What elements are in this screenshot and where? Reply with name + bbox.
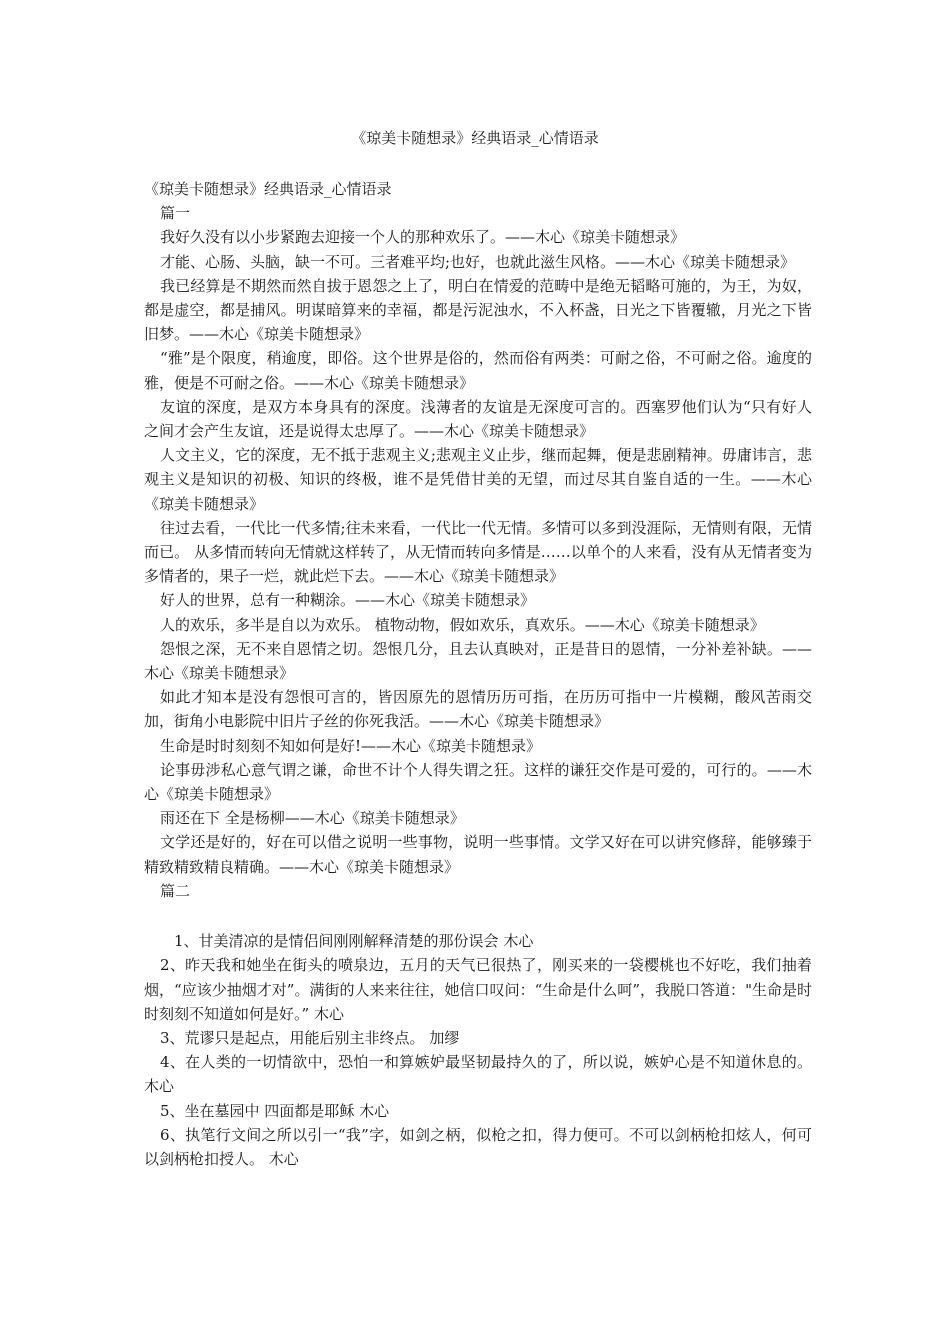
quote-paragraph: 人的欢乐，多半是自以为欢乐。 植物动物，假如欢乐，真欢乐。——木心《琼美卡随想录》 [160,615,765,634]
quote-paragraph: 如此才知本是没有怨恨可言的，皆因原先的恩情历历可指，在历历可指中一片模糊，酸风苦雨交加，街角小电影院中旧片子丝的你死我活。——木心《琼美卡随想录》 [144,688,812,731]
quote-paragraph: 雨还在下 全是杨柳——木心《琼美卡随想录》 [160,809,465,828]
numbered-quote: 3、荒谬只是起点，用能后别主非终点。 加缪 [160,1028,460,1047]
quote-paragraph: 怨恨之深，无不来自恩情之切。怨恨几分，且去认真映对，正是昔日的恩情，一分补差补缺。——木心《琼美卡随想录》 [144,639,812,683]
section-heading-1: 篇一 [160,204,191,223]
numbered-quote: 5、坐在墓园中 四面都是耶稣 木心 [160,1101,390,1120]
numbered-quote: 4、在人类的一切情欲中，恐怕一和算嫉妒最坚韧最持久的了，所以说，嫉妒心是不知道休息的。 木心 [144,1053,812,1096]
quote-paragraph: 论事毋涉私心意气谓之谦，命世不计个人得失谓之狂。这样的谦狂交作是可爱的，可行的。——木心《琼美卡随想录》 [144,760,812,804]
section-spacer [144,903,812,929]
quote-paragraph: 生命是时时刻刻不知如何是好!——木心《琼美卡随想录》 [160,736,542,755]
quote-paragraph: 好人的世界，总有一种糊涂。——木心《琼美卡随想录》 [160,591,536,610]
numbered-quote: 6、执笔行文间之所以引一“我”字，如剑之柄，似枪之扣，得力便可。不可以剑柄枪扣炫人，何可以剑柄枪扣授人。 木心 [144,1125,812,1168]
quote-paragraph: 我好久没有以小步紧跑去迎接一个人的那种欢乐了。——木心《琼美卡随想录》 [160,228,686,247]
document-title: 《琼美卡随想录》经典语录_心情语录 [351,129,599,147]
quote-paragraph: “雅”是个限度，稍逾度，即俗。这个世界是俗的，然而俗有两类：可耐之俗，不可耐之俗。逾度的雅，便是不可耐之俗。——木心《琼美卡随想录》 [144,349,812,392]
section-heading-2: 篇二 [160,881,191,900]
numbered-quote: 2、昨天我和她坐在街头的喷泉边，五月的天气已很热了，刚买来的一袋樱桃也不好吃，我们抽着烟，“应该少抽烟才对”。满街的人来来往往，她信口叹问：“生命是什么呵”，我脱口答道："生命是时时刻刻不知道如何是好。” 木心 [144,956,812,1023]
quote-paragraph: 我已经算是不期然而然自拔于恩怨之上了，明白在情爱的范畴中是绝无韬略可施的，为王，为奴，都是虚空，都是捕风。明谋暗算来的幸福，都是污泥浊水，不入杯盏，日光之下皆覆辙，月光之下皆旧梦。——木心《琼美卡随想录》 [144,276,812,344]
numbered-quote: 1、甘美清凉的是情侣间刚刚解释清楚的那份误会 木心 [174,932,534,951]
document-body [144,177,812,1171]
quote-paragraph: 往过去看，一代比一代多情;往未来看，一代比一代无情。多情可以多到没涯际，无情则有限，无情而已。 从多情而转向无情就这样转了，从无情而转向多情是……以单个的人来看，没有从无情者变为多情者的，果子一烂，就此烂下去。——木心《琼美卡随想录》 [144,518,812,586]
quote-paragraph: 才能、心肠、头脑，缺一不可。三者难平均;也好，也就此滋生风格。——木心《琼美卡随想录》 [160,252,796,271]
quote-paragraph: 友谊的深度，是双方本身具有的深度。浅薄者的友谊是无深度可言的。西塞罗他们认为“只有好人之间才会产生友谊，还是说得太忠厚了。——木心《琼美卡随想录》 [144,397,812,441]
quote-paragraph: 人文主义，它的深度，无不抵于悲观主义;悲观主义止步，继而起舞，便是悲剧精神。毋庸讳言，悲观主义是知识的初极、知识的终极，谁不是凭借甘美的无望，而过尽其自鉴自适的一生。——木心《琼美卡随想录》 [144,446,812,513]
document-subtitle: 《琼美卡随想录》经典语录_心情语录 [144,180,392,198]
quote-paragraph: 文学还是好的，好在可以借之说明一些事物，说明一些事情。文学又好在可以讲究修辞，能够臻于精致精致精良精确。——木心《琼美卡随想录》 [144,833,812,876]
